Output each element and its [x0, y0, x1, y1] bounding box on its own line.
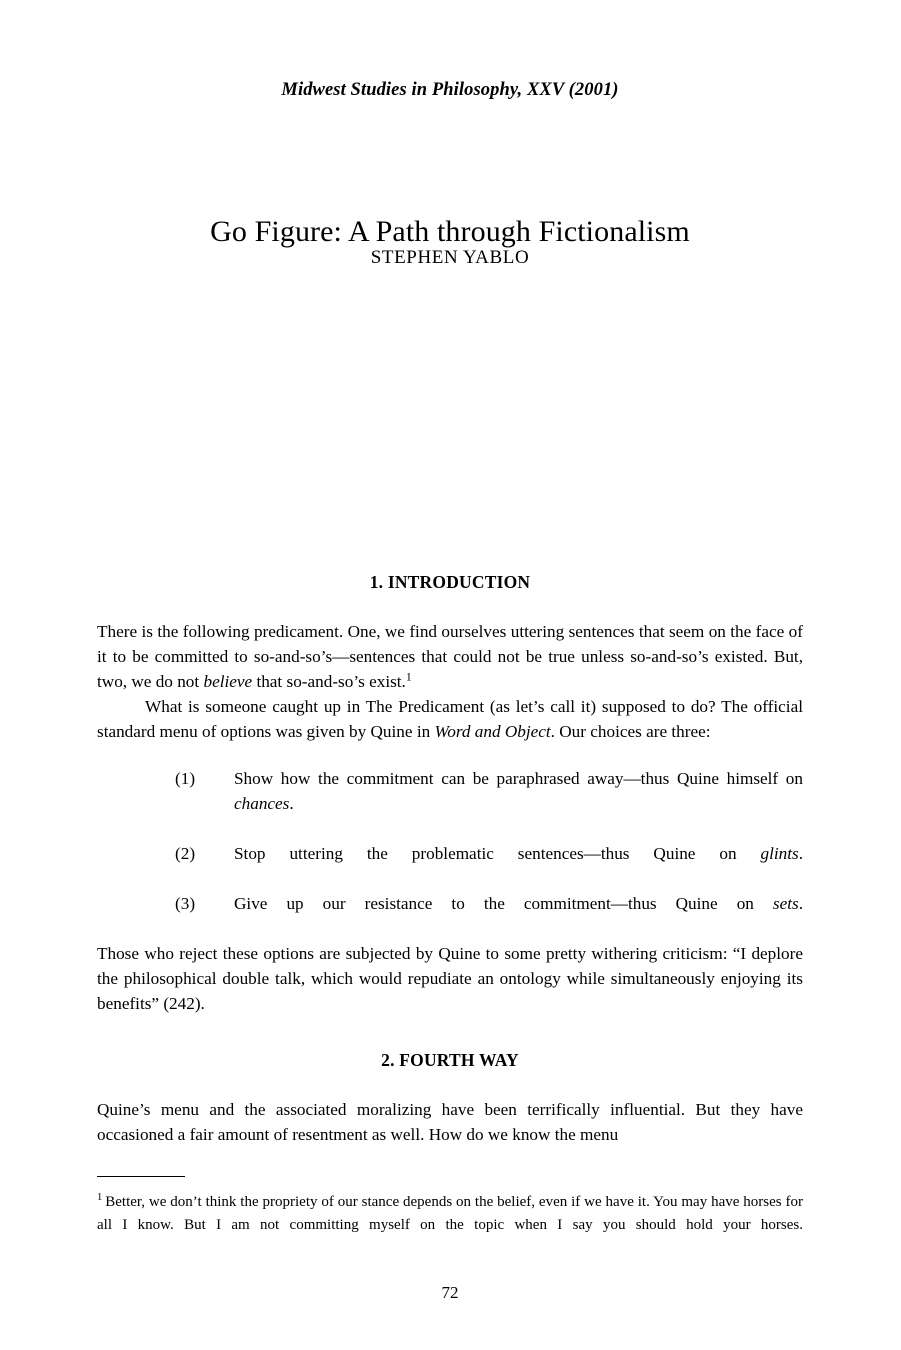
- list-item-text-part: .: [289, 794, 294, 813]
- page-number: 72: [441, 1283, 459, 1302]
- footnote-marker: 1: [97, 1192, 103, 1203]
- paragraph-intro-3: Those who reject these options are subjected by Quine to some pretty withering criticism: “I deplore the philosophical double talk, which would repudiate an ontology while simultaneously enjoying its benefits” (242).: [97, 944, 803, 1013]
- section-heading-introduction: 1. INTRODUCTION: [369, 572, 531, 592]
- list-item: [97, 766, 803, 841]
- list-item-text-part: Give up our resistance to the commitment—thus Quine on: [234, 894, 773, 913]
- paragraph-fourth-way-1: Quine’s menu and the associated moralizing have been terrifically influential. But they have occasioned a fair amount of resentment as well. How do we know the menu: [97, 1100, 803, 1144]
- list-item-text-part: .: [798, 894, 803, 913]
- list-item-number: (1): [175, 769, 196, 788]
- list-item: [97, 891, 803, 941]
- emphasis-sets: sets: [772, 894, 799, 913]
- list-item-text: [234, 766, 803, 841]
- paragraph-intro-2: [97, 694, 803, 744]
- emphasis-chances: chances: [234, 794, 290, 813]
- footnote-reference-1[interactable]: 1: [405, 670, 412, 684]
- page-title: Go Figure: A Path through Fictionalism: [210, 215, 690, 249]
- list-item-text-part: .: [798, 844, 803, 863]
- emphasis-word-and-object: Word and Object: [434, 722, 551, 741]
- paragraph-text: that so-and-so’s exist.: [252, 672, 406, 691]
- list-item-text-part: Show how the commitment can be paraphrased away—thus Quine himself on: [234, 769, 803, 788]
- paragraph-text: . Our choices are three:: [550, 722, 711, 741]
- footnote-area: [97, 1176, 803, 1260]
- paragraph-text: What is someone caught up in The Predicament (as let’s call it) supposed to do? The official standard menu of options was given by Quine in: [97, 697, 803, 741]
- journal-running-head: Midwest Studies in Philosophy, XXV (2001): [281, 80, 619, 100]
- section-heading-fourth-way: 2. FOURTH WAY: [381, 1050, 519, 1070]
- list-item-number: (2): [175, 844, 196, 863]
- paragraph-text: There is the following predicament. One, we find ourselves uttering sentences that seem on the face of it to be committed to so-and-so’s—sentences that could not be true unless so-and-so’s existed. But, two, we do not: [97, 622, 803, 691]
- emphasis-believe: believe: [203, 672, 253, 691]
- footnote-1: [97, 1191, 803, 1260]
- list-item-text: [234, 891, 803, 941]
- list-item-text: [234, 841, 803, 891]
- list-item-text-part: Stop uttering the problematic sentences—thus Quine on: [234, 844, 761, 863]
- footnote-text: Better, we don’t think the propriety of our stance depends on the belief, even if we have it. You may have horses for all I know. But I am not committing myself on the topic when I say you should hold your horses.: [97, 1194, 803, 1233]
- list-item-number: (3): [175, 894, 196, 913]
- paragraph-intro-1: [97, 619, 803, 694]
- list-item: [97, 841, 803, 891]
- article-author: STEPHEN YABLO: [370, 247, 530, 268]
- footnote-separator-rule: [97, 1176, 185, 1177]
- body-column: [97, 572, 803, 1147]
- quine-options-list: [97, 766, 803, 941]
- emphasis-glints: glints: [760, 844, 799, 863]
